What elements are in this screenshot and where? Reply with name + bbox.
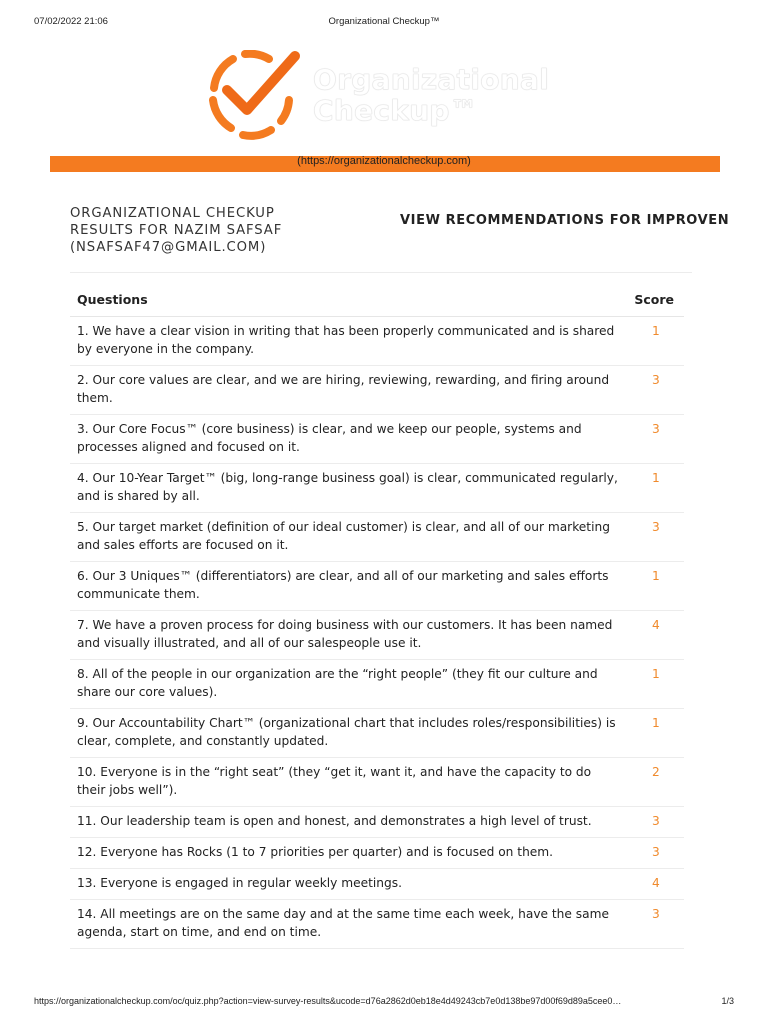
divider — [70, 272, 692, 273]
print-header — [0, 16, 768, 30]
table-row — [70, 611, 684, 660]
print-datetime: 07/02/2022 21:06 — [34, 16, 108, 27]
question-text: 3. Our Core Focus™ (core business) is clear, and we keep our people, systems and processes aligned and focused on it. — [77, 422, 582, 454]
table-row — [70, 366, 684, 415]
score-value: 1 — [652, 716, 660, 730]
results-title: ORGANIZATIONAL CHECKUP RESULTS FOR NAZIM SAFSAF (NSAFSAF47@GMAIL.COM) — [70, 206, 283, 255]
view-recommendations-link[interactable]: VIEW RECOMMENDATIONS FOR IMPROVEN — [400, 213, 730, 228]
site-logo[interactable] — [205, 50, 585, 140]
checkmark-circle-icon — [205, 50, 305, 140]
question-text: 7. We have a proven process for doing business with our customers. It has been named and visually illustrated, and all of our salespeople use it. — [77, 618, 613, 650]
score-value: 1 — [652, 667, 660, 681]
logo-wordmark — [313, 64, 549, 126]
table-row — [70, 317, 684, 366]
print-url: https://organizationalcheckup.com/oc/quiz.php?action=view-survey-results&ucode=d76a2862d0eb18e4d49243cb7e0d138be97d00f69d89a5cee0… — [34, 996, 622, 1006]
question-text: 2. Our core values are clear, and we are hiring, reviewing, rewarding, and firing around them. — [77, 373, 610, 405]
question-text: 8. All of the people in our organization are the “right people” (they fit our culture and share our core values). — [77, 667, 598, 699]
question-text: 13. Everyone is engaged in regular weekly meetings. — [77, 876, 402, 890]
question-text: 10. Everyone is in the “right seat” (they “get it, want it, and have the capacity to do their jobs well”). — [77, 765, 592, 797]
site-link[interactable]: (https://organizationalcheckup.com) — [297, 155, 471, 167]
score-value: 3 — [652, 422, 660, 436]
score-value: 3 — [652, 520, 660, 534]
question-text: 11. Our leadership team is open and honest, and demonstrates a high level of trust. — [77, 814, 592, 828]
table-row — [70, 562, 684, 611]
score-header: Score — [634, 292, 674, 307]
table-row — [70, 660, 684, 709]
score-value: 1 — [652, 471, 660, 485]
table-row — [70, 415, 684, 464]
table-row — [70, 869, 684, 900]
score-value: 3 — [652, 373, 660, 387]
question-text: 6. Our 3 Uniques™ (differentiators) are clear, and all of our marketing and sales efforts communicate them. — [77, 569, 609, 601]
score-value: 1 — [652, 324, 660, 338]
logo-line1: Organizational — [313, 63, 550, 96]
question-text: 9. Our Accountability Chart™ (organizational chart that includes roles/responsibilities) is clear, complete, and constantly updated. — [77, 716, 616, 748]
score-value: 2 — [652, 765, 660, 779]
table-row — [70, 900, 684, 949]
question-text: 1. We have a clear vision in writing that has been properly communicated and is shared by everyone in the company. — [77, 324, 615, 356]
results-table — [70, 282, 684, 949]
table-header — [70, 282, 684, 317]
score-value: 3 — [652, 845, 660, 859]
table-row — [70, 838, 684, 869]
page-number: 1/3 — [721, 996, 734, 1006]
table-row — [70, 709, 684, 758]
table-row — [70, 513, 684, 562]
score-value: 4 — [652, 618, 660, 632]
score-value: 4 — [652, 876, 660, 890]
print-title: Organizational Checkup™ — [328, 16, 440, 27]
questions-header: Questions — [77, 292, 148, 307]
score-value: 3 — [652, 907, 660, 921]
question-text: 4. Our 10-Year Target™ (big, long-range business goal) is clear, communicated regularly, and is shared by all. — [77, 471, 618, 503]
question-text: 5. Our target market (definition of our ideal customer) is clear, and all of our marketing and sales efforts are focused on it. — [77, 520, 610, 552]
score-value: 3 — [652, 814, 660, 828]
table-row — [70, 464, 684, 513]
print-footer — [0, 996, 768, 1010]
table-row — [70, 758, 684, 807]
table-row — [70, 807, 684, 838]
score-value: 1 — [652, 569, 660, 583]
question-text: 14. All meetings are on the same day and at the same time each week, have the same agenda, start on time, and end on time. — [77, 907, 609, 939]
question-text: 12. Everyone has Rocks (1 to 7 priorities per quarter) and is focused on them. — [77, 845, 554, 859]
logo-line2: Checkup™ — [313, 94, 479, 127]
